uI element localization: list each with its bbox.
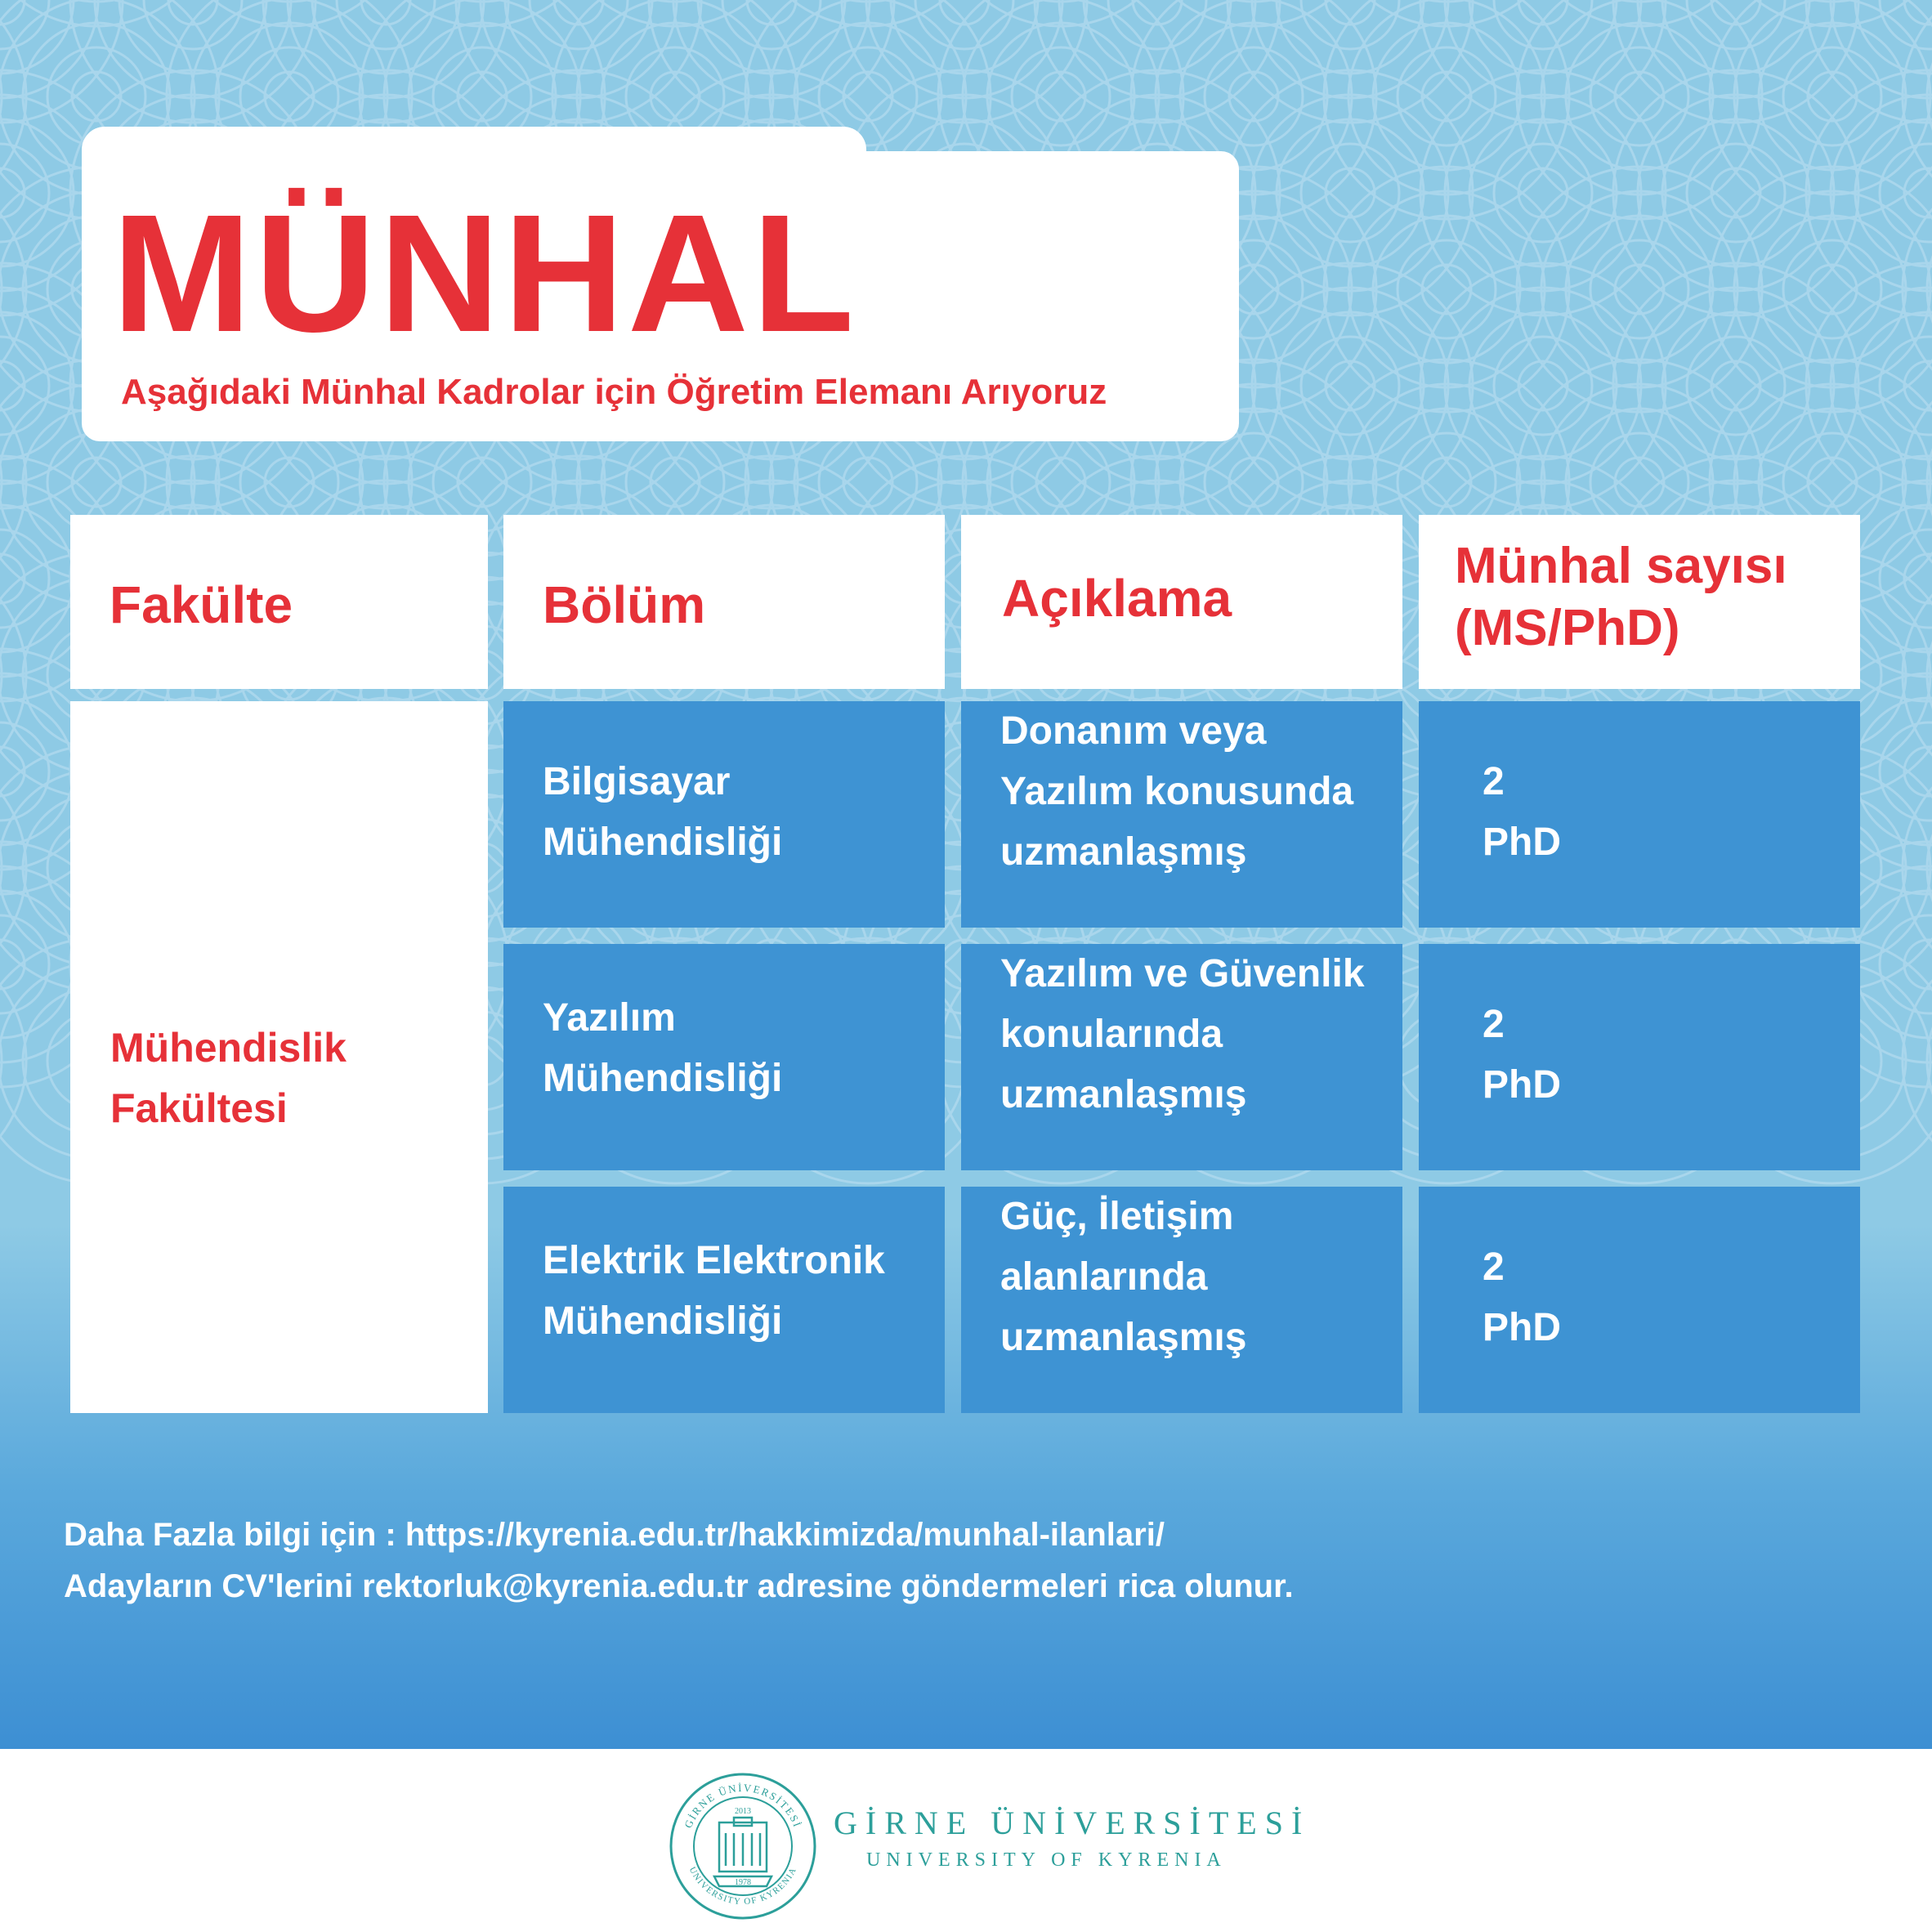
info-link-line: Daha Fazla bilgi için : https://kyrenia.edu.tr/hakkimizda/munhal-ilanlari/ [64, 1517, 1165, 1553]
row-1-department-line1: Bilgisayar [543, 760, 731, 803]
table-row-2-department [503, 944, 945, 1170]
faculty-name [110, 1017, 347, 1138]
header-faculty-label: Fakülte [110, 575, 293, 634]
row-1-description-line2: Yazılım konusunda [1000, 770, 1354, 813]
row-3-department-line1: Elektrik Elektronik [543, 1239, 885, 1282]
row-2-department-line2: Mühendisliği [543, 1057, 783, 1100]
seal-year-top: 2013 [735, 1807, 751, 1816]
row-2-description-line3: uzmanlaşmış [1000, 1073, 1247, 1116]
row-2-description-line1: Yazılım ve Güvenlik [1000, 952, 1365, 995]
faculty-name-line1: Mühendislik [110, 1025, 347, 1071]
row-1-department-line2: Mühendisliği [543, 821, 783, 864]
row-2-description-line2: konularında [1000, 1013, 1223, 1056]
table-row-3-department [503, 1187, 945, 1413]
row-3-description-line2: alanlarında [1000, 1255, 1208, 1299]
header-count-label-line2: (MS/PhD) [1455, 600, 1680, 656]
header-cell-description [961, 515, 1402, 689]
row-2-department-line1: Yazılım [543, 996, 676, 1040]
row-2-degree: PhD [1483, 1063, 1561, 1107]
page-title: MÜNHAL [112, 180, 858, 367]
row-1-count: 2 [1483, 760, 1505, 803]
header-cell-department [503, 515, 945, 689]
university-seal-icon [669, 1772, 817, 1921]
table-row-2-description [961, 944, 1402, 1170]
table-row-1-department [503, 701, 945, 928]
row-2-count: 2 [1483, 1003, 1505, 1046]
seal-bottom-text: UNIVERSITY OF KYRENIA [686, 1865, 799, 1907]
header-cell-count [1419, 515, 1860, 689]
seal-top-text: GİRNE ÜNİVERSİTESİ [682, 1781, 804, 1830]
header-department-label: Bölüm [543, 575, 706, 634]
row-3-count: 2 [1483, 1246, 1505, 1289]
row-3-department-line2: Mühendisliği [543, 1299, 783, 1343]
table-row-3-description [961, 1187, 1402, 1413]
row-3-description-line1: Güç, İletişim [1000, 1195, 1234, 1238]
table-row-2-count [1419, 944, 1860, 1170]
row-1-description-line1: Donanım veya [1000, 709, 1267, 753]
table-row-1-count [1419, 701, 1860, 928]
row-3-description-line3: uzmanlaşmış [1000, 1316, 1247, 1359]
info-contact-line: Adayların CV'lerini rektorluk@kyrenia.edu.tr adresine göndermeleri rica olunur. [64, 1568, 1294, 1604]
university-name-tr: GİRNE ÜNİVERSİTESİ [834, 1805, 1311, 1841]
page-subtitle: Aşağıdaki Münhal Kadrolar için Öğretim Elemanı Arıyoruz [121, 372, 1107, 412]
header-description-label: Açıklama [1002, 569, 1232, 628]
row-3-degree: PhD [1483, 1306, 1561, 1349]
header-cell-faculty [70, 515, 488, 689]
faculty-name-line2: Fakültesi [110, 1085, 288, 1131]
university-name-en: UNIVERSITY OF KYRENIA [866, 1849, 1227, 1871]
row-1-degree: PhD [1483, 821, 1561, 864]
header-count-label-line1: Münhal sayısı [1455, 538, 1787, 594]
table-row-3-count [1419, 1187, 1860, 1413]
row-1-description-line3: uzmanlaşmış [1000, 830, 1247, 874]
table-row-1-description [961, 701, 1402, 928]
seal-year-bottom: 1978 [735, 1878, 751, 1887]
